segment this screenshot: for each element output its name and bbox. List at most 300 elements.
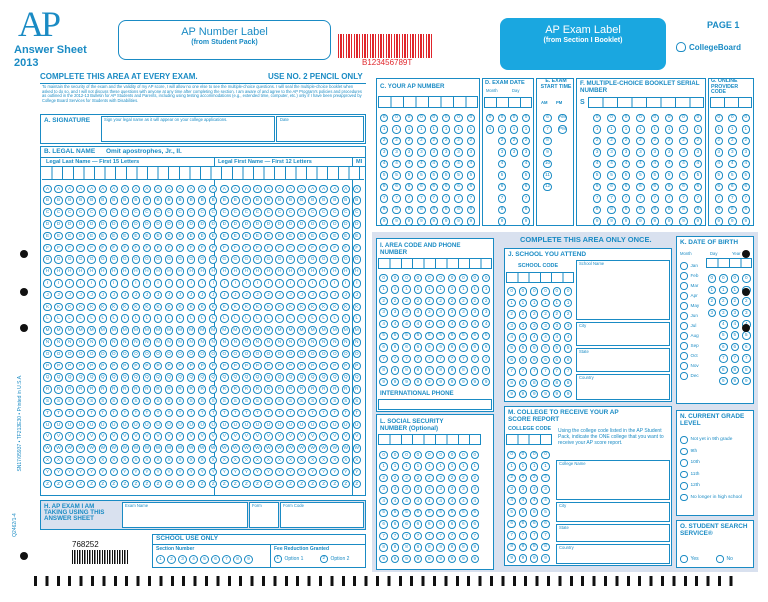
name-letter-bubble[interactable]: M bbox=[54, 326, 63, 335]
name-letter-bubble[interactable]: V bbox=[110, 432, 119, 441]
ap-number-bubble[interactable]: 8 bbox=[442, 206, 451, 215]
school-code-write-in[interactable] bbox=[506, 272, 574, 283]
name-letter-bubble[interactable]: C bbox=[220, 208, 229, 217]
name-letter-bubble[interactable]: V bbox=[121, 432, 130, 441]
college-code-bubble[interactable]: 8 bbox=[530, 543, 539, 552]
name-letter-bubble[interactable]: P bbox=[121, 362, 130, 371]
phone-bubble[interactable]: 0 bbox=[482, 274, 491, 283]
name-letter-bubble[interactable]: Q bbox=[176, 373, 185, 382]
dob-day-bubble[interactable]: 0 bbox=[708, 274, 717, 283]
ssn-bubble[interactable]: 4 bbox=[448, 497, 457, 506]
search-no-bubble[interactable] bbox=[716, 555, 724, 563]
name-letter-bubble[interactable]: Y bbox=[286, 468, 295, 477]
name-letter-bubble[interactable]: W bbox=[242, 444, 251, 453]
name-letter-bubble[interactable]: H bbox=[319, 267, 328, 276]
school-code-bubble[interactable]: 6 bbox=[519, 356, 528, 365]
name-letter-bubble[interactable]: C bbox=[319, 208, 328, 217]
name-letter-bubble[interactable]: U bbox=[275, 421, 284, 430]
ssn-bubble[interactable]: 8 bbox=[459, 543, 468, 552]
ssn-bubble[interactable]: 2 bbox=[448, 474, 457, 483]
ssn-bubble[interactable]: 1 bbox=[425, 462, 434, 471]
name-letter-bubble[interactable]: A bbox=[220, 185, 229, 194]
name-letter-bubble[interactable]: M bbox=[76, 326, 85, 335]
name-letter-bubble[interactable]: L bbox=[143, 314, 152, 323]
college-code-bubble[interactable]: 2 bbox=[519, 474, 528, 483]
name-letter-bubble[interactable]: D bbox=[286, 220, 295, 229]
name-letter-bubble[interactable]: J bbox=[319, 291, 328, 300]
name-letter-bubble[interactable]: I bbox=[275, 279, 284, 288]
name-letter-bubble[interactable]: N bbox=[43, 338, 52, 347]
name-letter-bubble[interactable]: B bbox=[54, 196, 63, 205]
phone-bubble[interactable]: 6 bbox=[448, 343, 457, 352]
ap-number-bubble[interactable]: 7 bbox=[442, 194, 451, 203]
name-letter-bubble[interactable]: U bbox=[253, 421, 262, 430]
name-letter-bubble[interactable]: Q bbox=[220, 373, 229, 382]
name-letter-bubble[interactable]: I bbox=[342, 279, 351, 288]
name-letter-bubble[interactable]: N bbox=[286, 338, 295, 347]
serial-bubble[interactable]: 8 bbox=[679, 206, 688, 215]
name-letter-bubble[interactable]: P bbox=[319, 362, 328, 371]
serial-bubble[interactable]: 9 bbox=[694, 217, 703, 226]
serial-bubble[interactable]: 7 bbox=[622, 194, 631, 203]
name-letter-bubble[interactable]: F bbox=[76, 244, 85, 253]
name-letter-bubble[interactable]: K bbox=[264, 303, 273, 312]
school-code-bubble[interactable]: 2 bbox=[519, 310, 528, 319]
serial-bubble[interactable]: 6 bbox=[593, 183, 602, 192]
school-code-bubble[interactable]: 2 bbox=[530, 310, 539, 319]
ap-number-bubble[interactable]: 2 bbox=[430, 137, 439, 146]
name-letter-bubble[interactable]: J bbox=[308, 291, 317, 300]
phone-bubble[interactable]: 8 bbox=[459, 366, 468, 375]
name-letter-bubble[interactable]: E bbox=[264, 232, 273, 241]
name-letter-bubble[interactable]: V bbox=[154, 432, 163, 441]
name-letter-bubble[interactable]: X bbox=[231, 456, 240, 465]
name-letter-bubble[interactable]: T bbox=[43, 409, 52, 418]
name-letter-bubble[interactable]: J bbox=[154, 291, 163, 300]
name-letter-bubble[interactable]: A bbox=[242, 185, 251, 194]
name-letter-bubble[interactable]: E bbox=[330, 232, 339, 241]
phone-bubble[interactable]: 5 bbox=[402, 332, 411, 341]
name-letter-bubble[interactable]: S bbox=[176, 397, 185, 406]
name-letter-bubble[interactable]: F bbox=[342, 244, 351, 253]
am-pm-bubble[interactable]: PM bbox=[558, 125, 567, 134]
school-code-bubble[interactable]: 3 bbox=[553, 322, 562, 331]
name-letter-bubble[interactable]: A bbox=[43, 185, 52, 194]
dob-day-bubble[interactable]: 2 bbox=[708, 297, 717, 306]
college-code-bubble[interactable]: 3 bbox=[541, 485, 550, 494]
serial-bubble[interactable]: 1 bbox=[622, 125, 631, 134]
section-number-bubble[interactable]: 2 bbox=[167, 555, 176, 564]
name-letter-bubble[interactable]: J bbox=[209, 291, 218, 300]
name-letter-bubble[interactable]: W bbox=[176, 444, 185, 453]
name-letter-bubble[interactable]: W bbox=[209, 444, 218, 453]
name-letter-bubble[interactable]: A bbox=[297, 185, 306, 194]
name-letter-bubble[interactable]: O bbox=[220, 350, 229, 359]
name-letter-bubble[interactable]: K bbox=[87, 303, 96, 312]
name-letter-bubble[interactable]: K bbox=[99, 303, 108, 312]
ssn-bubble[interactable]: 1 bbox=[379, 462, 388, 471]
phone-bubbles[interactable] bbox=[378, 272, 492, 388]
phone-bubble[interactable]: 0 bbox=[436, 274, 445, 283]
provider-bubble[interactable]: 3 bbox=[715, 148, 724, 157]
serial-bubble[interactable]: 0 bbox=[651, 114, 660, 123]
phone-bubble[interactable]: 5 bbox=[482, 332, 491, 341]
dob-day-bubble[interactable]: 2 bbox=[719, 297, 728, 306]
name-letter-bubble[interactable]: K bbox=[65, 303, 74, 312]
phone-bubble[interactable]: 4 bbox=[471, 320, 480, 329]
name-letter-bubble[interactable]: C bbox=[198, 208, 207, 217]
dob-month-bubble[interactable] bbox=[680, 362, 688, 370]
ap-number-bubble[interactable]: 7 bbox=[405, 194, 414, 203]
name-letter-bubble[interactable]: P bbox=[275, 362, 284, 371]
dob-month-option[interactable] bbox=[680, 292, 699, 300]
name-letter-bubble[interactable]: Z bbox=[330, 480, 339, 489]
name-letter-bubble[interactable]: S bbox=[353, 397, 362, 406]
name-letter-bubble[interactable]: J bbox=[353, 291, 362, 300]
serial-bubble[interactable]: 4 bbox=[622, 160, 631, 169]
ap-number-bubble[interactable]: 4 bbox=[417, 160, 426, 169]
ap-number-bubble[interactable]: 3 bbox=[442, 148, 451, 157]
ssn-bubble[interactable]: 6 bbox=[425, 520, 434, 529]
ssn-bubble[interactable]: 9 bbox=[425, 555, 434, 564]
phone-bubble[interactable]: 7 bbox=[425, 355, 434, 364]
school-code-bubble[interactable]: 5 bbox=[541, 344, 550, 353]
ssn-bubble[interactable]: 0 bbox=[459, 451, 468, 460]
serial-bubble[interactable]: 7 bbox=[593, 194, 602, 203]
serial-bubble[interactable]: 3 bbox=[694, 148, 703, 157]
school-code-bubble[interactable]: 8 bbox=[553, 379, 562, 388]
name-letter-bubble[interactable]: D bbox=[176, 220, 185, 229]
name-letter-bubble[interactable]: T bbox=[165, 409, 174, 418]
school-code-bubble[interactable]: 5 bbox=[553, 344, 562, 353]
name-letter-bubble[interactable]: F bbox=[143, 244, 152, 253]
ap-number-bubble[interactable]: 0 bbox=[380, 114, 389, 123]
serial-bubble[interactable]: 6 bbox=[651, 183, 660, 192]
name-letter-bubble[interactable]: U bbox=[176, 421, 185, 430]
name-letter-bubble[interactable]: G bbox=[54, 255, 63, 264]
name-letter-bubble[interactable]: Z bbox=[99, 480, 108, 489]
dob-year-bubble[interactable]: 4 bbox=[731, 320, 740, 329]
name-letter-bubble[interactable]: G bbox=[187, 255, 196, 264]
name-letter-bubble[interactable]: C bbox=[297, 208, 306, 217]
name-letter-bubble[interactable]: T bbox=[99, 409, 108, 418]
ap-number-bubble[interactable]: 6 bbox=[380, 183, 389, 192]
ssn-bubble[interactable]: 7 bbox=[436, 532, 445, 541]
name-letter-bubble[interactable]: V bbox=[99, 432, 108, 441]
name-letter-bubble[interactable]: Z bbox=[264, 480, 273, 489]
name-letter-bubble[interactable]: H bbox=[76, 267, 85, 276]
phone-bubble[interactable]: 4 bbox=[425, 320, 434, 329]
ssn-bubble[interactable]: 1 bbox=[448, 462, 457, 471]
name-letter-bubble[interactable]: X bbox=[121, 456, 130, 465]
name-letter-bubble[interactable]: H bbox=[353, 267, 362, 276]
name-letter-bubble[interactable]: T bbox=[65, 409, 74, 418]
name-letter-bubble[interactable]: K bbox=[342, 303, 351, 312]
name-letter-bubble[interactable]: K bbox=[132, 303, 141, 312]
name-letter-bubble[interactable]: D bbox=[143, 220, 152, 229]
serial-bubble[interactable]: 2 bbox=[679, 137, 688, 146]
name-letter-bubble[interactable]: S bbox=[165, 397, 174, 406]
name-letter-bubble[interactable]: K bbox=[76, 303, 85, 312]
name-letter-bubble[interactable]: E bbox=[209, 232, 218, 241]
name-letter-bubble[interactable]: X bbox=[143, 456, 152, 465]
name-letter-bubble[interactable]: V bbox=[353, 432, 362, 441]
name-letter-bubble[interactable]: R bbox=[242, 385, 251, 394]
name-letter-bubble[interactable]: L bbox=[187, 314, 196, 323]
ssn-bubble[interactable]: 4 bbox=[436, 497, 445, 506]
ssn-bubble[interactable]: 7 bbox=[459, 532, 468, 541]
name-letter-bubble[interactable]: W bbox=[319, 444, 328, 453]
name-letter-bubble[interactable]: R bbox=[110, 385, 119, 394]
dob-year-bubble[interactable]: 6 bbox=[731, 343, 740, 352]
provider-bubble[interactable]: 9 bbox=[715, 217, 724, 226]
name-letter-bubble[interactable]: A bbox=[253, 185, 262, 194]
name-letter-bubble[interactable]: Y bbox=[76, 468, 85, 477]
name-letter-bubble[interactable]: Z bbox=[308, 480, 317, 489]
name-letter-bubble[interactable]: K bbox=[297, 303, 306, 312]
ssn-bubble[interactable]: 0 bbox=[414, 451, 423, 460]
name-letter-bubble[interactable]: O bbox=[121, 350, 130, 359]
serial-bubble[interactable]: 7 bbox=[636, 194, 645, 203]
phone-bubble[interactable]: 8 bbox=[471, 366, 480, 375]
school-code-bubble[interactable]: 9 bbox=[530, 390, 539, 399]
name-letter-bubble[interactable]: G bbox=[209, 255, 218, 264]
name-letter-bubble[interactable]: T bbox=[121, 409, 130, 418]
serial-bubble[interactable]: 3 bbox=[622, 148, 631, 157]
name-letter-bubble[interactable]: G bbox=[76, 255, 85, 264]
ap-number-bubble[interactable]: 9 bbox=[467, 217, 476, 226]
name-letter-bubble[interactable]: Q bbox=[54, 373, 63, 382]
ssn-bubble[interactable]: 2 bbox=[414, 474, 423, 483]
phone-bubble[interactable]: 2 bbox=[459, 297, 468, 306]
phone-bubble[interactable]: 5 bbox=[425, 332, 434, 341]
phone-bubble[interactable]: 2 bbox=[414, 297, 423, 306]
serial-bubble[interactable]: 1 bbox=[593, 125, 602, 134]
name-letter-bubble[interactable]: H bbox=[187, 267, 196, 276]
ap-number-bubble[interactable]: 4 bbox=[392, 160, 401, 169]
name-letter-bubble[interactable]: A bbox=[76, 185, 85, 194]
name-letter-bubble[interactable]: I bbox=[231, 279, 240, 288]
name-letter-bubble[interactable]: S bbox=[319, 397, 328, 406]
phone-bubble[interactable]: 7 bbox=[379, 355, 388, 364]
name-letter-bubble[interactable]: Z bbox=[110, 480, 119, 489]
name-letter-bubble[interactable]: L bbox=[76, 314, 85, 323]
serial-bubble[interactable]: 8 bbox=[651, 206, 660, 215]
ap-number-bubble[interactable]: 6 bbox=[405, 183, 414, 192]
name-letter-bubble[interactable]: N bbox=[220, 338, 229, 347]
name-letter-bubble[interactable]: T bbox=[54, 409, 63, 418]
name-letter-bubble[interactable]: Z bbox=[165, 480, 174, 489]
name-letter-bubble[interactable]: O bbox=[330, 350, 339, 359]
name-letter-bubble[interactable]: S bbox=[143, 397, 152, 406]
name-letter-bubble[interactable]: Q bbox=[165, 373, 174, 382]
serial-bubble[interactable]: 4 bbox=[651, 160, 660, 169]
name-letter-bubble[interactable]: T bbox=[253, 409, 262, 418]
name-letter-bubble[interactable]: B bbox=[342, 196, 351, 205]
name-letter-bubble[interactable]: Q bbox=[264, 373, 273, 382]
name-letter-bubble[interactable]: G bbox=[198, 255, 207, 264]
dob-month-bubble[interactable] bbox=[680, 272, 688, 280]
school-name-field[interactable] bbox=[576, 260, 670, 320]
exam-month-bubble[interactable]: 0 bbox=[498, 114, 507, 123]
name-letter-bubble[interactable]: S bbox=[43, 397, 52, 406]
name-letter-bubble[interactable]: L bbox=[121, 314, 130, 323]
name-letter-bubble[interactable]: Z bbox=[319, 480, 328, 489]
name-letter-bubble[interactable]: T bbox=[319, 409, 328, 418]
provider-bubble[interactable]: 1 bbox=[728, 125, 737, 134]
serial-bubble[interactable]: 0 bbox=[679, 114, 688, 123]
ssn-bubble[interactable]: 7 bbox=[379, 532, 388, 541]
name-letter-bubble[interactable]: L bbox=[132, 314, 141, 323]
name-letter-bubble[interactable]: J bbox=[187, 291, 196, 300]
school-code-bubble[interactable]: 1 bbox=[541, 299, 550, 308]
ap-number-bubble[interactable]: 2 bbox=[405, 137, 414, 146]
name-letter-bubble[interactable]: Z bbox=[253, 480, 262, 489]
phone-bubble[interactable]: 9 bbox=[379, 378, 388, 387]
name-letter-bubble[interactable]: Y bbox=[209, 468, 218, 477]
name-letter-bubble[interactable]: C bbox=[286, 208, 295, 217]
college-code-bubble[interactable]: 2 bbox=[541, 474, 550, 483]
name-letter-bubble[interactable]: X bbox=[110, 456, 119, 465]
serial-bubble[interactable]: 5 bbox=[694, 171, 703, 180]
dob-day-bubble[interactable]: 4 bbox=[719, 320, 728, 329]
name-letter-bubble[interactable]: G bbox=[330, 255, 339, 264]
ap-number-bubble[interactable]: 0 bbox=[442, 114, 451, 123]
phone-bubble[interactable]: 9 bbox=[459, 378, 468, 387]
name-letter-bubble[interactable]: J bbox=[242, 291, 251, 300]
name-letter-bubble[interactable]: I bbox=[308, 279, 317, 288]
name-letter-bubble[interactable]: M bbox=[209, 326, 218, 335]
ap-number-bubble[interactable]: 3 bbox=[392, 148, 401, 157]
phone-bubble[interactable]: 0 bbox=[414, 274, 423, 283]
school-code-bubble[interactable]: 5 bbox=[519, 344, 528, 353]
name-letter-bubble[interactable]: H bbox=[308, 267, 317, 276]
name-letter-bubble[interactable]: I bbox=[87, 279, 96, 288]
phone-bubble[interactable]: 1 bbox=[391, 285, 400, 294]
name-letter-bubble[interactable]: H bbox=[198, 267, 207, 276]
name-letter-bubble[interactable]: M bbox=[353, 326, 362, 335]
name-letter-bubble[interactable]: N bbox=[121, 338, 130, 347]
name-letter-bubble[interactable]: Q bbox=[308, 373, 317, 382]
name-letter-bubble[interactable]: J bbox=[220, 291, 229, 300]
name-letter-bubble[interactable]: R bbox=[132, 385, 141, 394]
name-letter-bubble[interactable]: F bbox=[176, 244, 185, 253]
name-letter-bubble[interactable]: G bbox=[110, 255, 119, 264]
ap-number-bubble[interactable]: 4 bbox=[380, 160, 389, 169]
ssn-bubble[interactable]: 8 bbox=[436, 543, 445, 552]
school-code-bubble[interactable]: 7 bbox=[507, 367, 516, 376]
dob-month-bubbles[interactable] bbox=[680, 262, 699, 380]
ssn-bubble[interactable]: 2 bbox=[459, 474, 468, 483]
dob-year-bubble[interactable]: 9 bbox=[742, 377, 751, 386]
grade-options[interactable] bbox=[680, 436, 749, 501]
signature-date-field[interactable] bbox=[276, 116, 364, 142]
name-letter-bubble[interactable]: D bbox=[132, 220, 141, 229]
phone-bubble[interactable]: 1 bbox=[471, 285, 480, 294]
school-state-field[interactable] bbox=[576, 348, 670, 372]
ssn-bubble[interactable]: 7 bbox=[471, 532, 480, 541]
name-letter-bubble[interactable]: B bbox=[220, 196, 229, 205]
college-code-bubble[interactable]: 3 bbox=[519, 485, 528, 494]
ssn-bubble[interactable]: 0 bbox=[425, 451, 434, 460]
name-letter-bubble[interactable]: H bbox=[54, 267, 63, 276]
name-letter-bubble[interactable]: O bbox=[187, 350, 196, 359]
serial-bubble[interactable]: 1 bbox=[665, 125, 674, 134]
provider-bubble[interactable]: 7 bbox=[715, 194, 724, 203]
ssn-bubble[interactable]: 4 bbox=[379, 497, 388, 506]
dob-month-bubble[interactable] bbox=[680, 302, 688, 310]
name-letter-bubble[interactable]: H bbox=[286, 267, 295, 276]
ssn-bubble[interactable]: 9 bbox=[391, 555, 400, 564]
name-letter-bubble[interactable]: D bbox=[330, 220, 339, 229]
grade-bubble[interactable] bbox=[680, 494, 688, 502]
school-code-bubble[interactable]: 1 bbox=[564, 299, 573, 308]
name-letter-bubble[interactable]: X bbox=[65, 456, 74, 465]
serial-bubble[interactable]: 7 bbox=[651, 194, 660, 203]
name-letter-bubble[interactable]: X bbox=[308, 456, 317, 465]
name-letter-bubble[interactable]: B bbox=[65, 196, 74, 205]
section-number-bubble[interactable]: 8 bbox=[233, 555, 242, 564]
college-code-bubble[interactable]: 8 bbox=[507, 543, 516, 552]
ap-number-bubble[interactable]: 9 bbox=[417, 217, 426, 226]
serial-bubble[interactable]: 0 bbox=[607, 114, 616, 123]
name-letter-bubble[interactable]: M bbox=[143, 326, 152, 335]
name-letter-bubble[interactable]: P bbox=[264, 362, 273, 371]
ssn-bubble[interactable]: 1 bbox=[402, 462, 411, 471]
name-letter-bubble[interactable]: E bbox=[220, 232, 229, 241]
name-letter-bubble[interactable]: E bbox=[76, 232, 85, 241]
phone-bubble[interactable]: 9 bbox=[414, 378, 423, 387]
name-letter-bubble[interactable]: P bbox=[187, 362, 196, 371]
phone-bubble[interactable]: 8 bbox=[414, 366, 423, 375]
dob-year-bubble[interactable]: 6 bbox=[742, 343, 751, 352]
name-letter-bubble[interactable]: N bbox=[242, 338, 251, 347]
phone-bubble[interactable]: 6 bbox=[425, 343, 434, 352]
ap-number-bubble[interactable]: 7 bbox=[392, 194, 401, 203]
serial-bubble[interactable]: 9 bbox=[622, 217, 631, 226]
serial-bubble[interactable]: 6 bbox=[636, 183, 645, 192]
name-letter-bubble[interactable]: D bbox=[65, 220, 74, 229]
name-letter-bubble[interactable]: F bbox=[65, 244, 74, 253]
name-letter-bubble[interactable]: A bbox=[275, 185, 284, 194]
ap-number-bubble[interactable]: 3 bbox=[417, 148, 426, 157]
ap-number-bubble[interactable]: 6 bbox=[467, 183, 476, 192]
exam-month-bubble[interactable]: 5 bbox=[498, 171, 507, 180]
name-letter-bubble[interactable]: B bbox=[99, 196, 108, 205]
name-letter-bubble[interactable]: I bbox=[242, 279, 251, 288]
school-code-bubble[interactable]: 1 bbox=[519, 299, 528, 308]
name-letter-bubble[interactable]: Z bbox=[342, 480, 351, 489]
name-letter-bubble[interactable]: W bbox=[54, 444, 63, 453]
name-letter-bubble[interactable]: T bbox=[176, 409, 185, 418]
name-letter-bubble[interactable]: N bbox=[143, 338, 152, 347]
serial-bubble[interactable]: 7 bbox=[694, 194, 703, 203]
name-letter-bubble[interactable]: K bbox=[54, 303, 63, 312]
name-letter-bubble[interactable]: Q bbox=[110, 373, 119, 382]
start-hour-bubble[interactable]: 10 bbox=[543, 160, 552, 169]
name-letter-bubble[interactable]: V bbox=[143, 432, 152, 441]
name-letter-bubble[interactable]: R bbox=[342, 385, 351, 394]
dob-day-bubble[interactable]: 6 bbox=[719, 343, 728, 352]
phone-bubble[interactable]: 4 bbox=[436, 320, 445, 329]
name-letter-bubble[interactable]: I bbox=[297, 279, 306, 288]
name-letter-bubble[interactable]: D bbox=[297, 220, 306, 229]
name-letter-bubble[interactable]: B bbox=[121, 196, 130, 205]
ap-number-bubble[interactable]: 8 bbox=[392, 206, 401, 215]
phone-bubble[interactable]: 5 bbox=[391, 332, 400, 341]
exam-month-bubble[interactable]: 4 bbox=[498, 160, 507, 169]
dob-year-bubble[interactable]: 8 bbox=[731, 366, 740, 375]
